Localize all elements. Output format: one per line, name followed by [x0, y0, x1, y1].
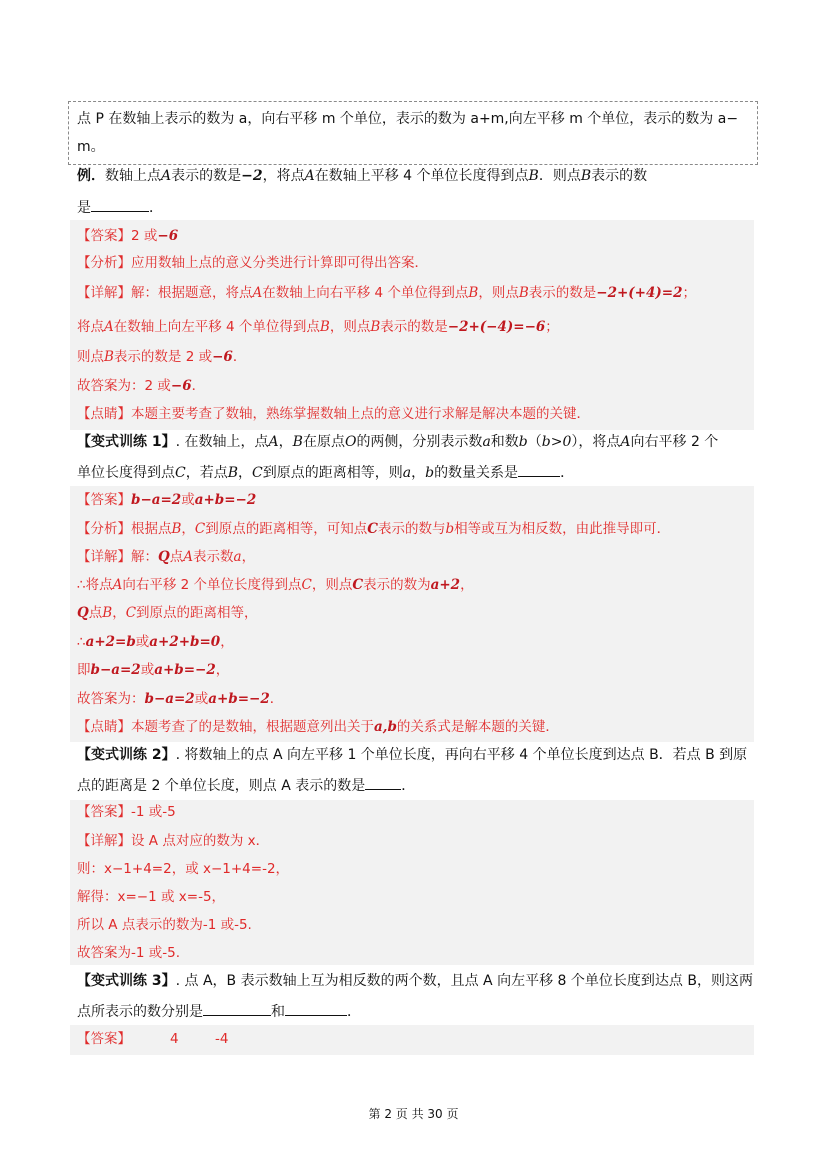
v1-detail-line-1: 【详解】解：Q点A表示数a，: [77, 549, 256, 565]
v2-detail-line-2: 则：x−1+4=2，或 x−1+4=-2，: [77, 861, 290, 877]
answer-blank: [91, 197, 149, 212]
v1-detail-line-2: ∴将点A向右平移 2 个单位长度得到点C，则点C表示的数为a+2，: [77, 577, 474, 593]
example-analysis: 【分析】应用数轴上点的意义分类进行计算即可得出答案．: [77, 255, 428, 271]
example-detail-line-2: 将点A在数轴上向左平移 4 个单位得到点B，则点B表示的数是−2+(−4)=−6；: [77, 319, 559, 335]
v1-detail-line-6: 故答案为：b−a=2或a+b=−2．: [77, 691, 284, 707]
answer-blank: [518, 462, 560, 477]
v2-label: 【变式训练 2】: [77, 747, 176, 763]
intro-line-1: 点 P 在数轴上表示的数为 a，向右平移 m 个单位，表示的数为 a+m,向左平移 m 个单位，表示的数为 a−: [77, 111, 739, 127]
intro-line-2: m。: [77, 139, 105, 155]
v2-detail-line-4: 所以 A 点表示的数为-1 或-5.: [77, 917, 252, 933]
v3-label: 【变式训练 3】: [77, 973, 176, 989]
v3-question-line-1: 【变式训练 3】. 点 A，B 表示数轴上互为相反数的两个数，且点 A 向左平移 8 个单位长度到达点 B，则这两: [77, 973, 753, 989]
answer-blank: [203, 1001, 271, 1016]
example-question-line-1: 例．数轴上点A表示的数是−2，将点A在数轴上平移 4 个单位长度得到点B．则点B表示的数: [77, 168, 648, 184]
v2-question-line-2: 点的距离是 2 个单位长度，则点 A 表示的数是 ．: [77, 775, 415, 795]
page-footer: 第 2 页 共 30 页: [368, 1107, 459, 1121]
v2-answer: 【答案】-1 或-5: [77, 804, 176, 820]
example-label: 例．: [77, 168, 105, 184]
v3-answer: 【答案】: [77, 1031, 131, 1047]
v1-detail-line-3: Q点B，C到原点的距离相等，: [77, 605, 258, 621]
example-detail-line-3: 则点B表示的数是 2 或−6．: [77, 349, 247, 365]
example-detail-line-4: 故答案为：2 或−6．: [77, 378, 206, 394]
v1-detail-line-5: 即b−a=2或a+b=−2，: [77, 662, 230, 678]
example-question-line-2: 是 ．: [77, 197, 163, 217]
v1-answer: 【答案】b−a=2或a+b=−2: [77, 492, 257, 508]
v3-question-line-2: 点所表示的数分别是 和 ．: [77, 1001, 361, 1021]
v2-detail-line-1: 【详解】设 A 点对应的数为 x．: [77, 833, 270, 849]
v1-question-line-2: 单位长度得到点C，若点B，C到原点的距离相等，则a，b的数量关系是 ．: [77, 462, 574, 482]
v1-comment: 【点睛】本题考查了的是数轴，根据题意列出关于a,b的关系式是解本题的关键．: [77, 719, 559, 735]
v2-detail-line-3: 解得：x=−1 或 x=-5，: [77, 889, 226, 905]
example-comment: 【点睛】本题主要考查了数轴，熟练掌握数轴上点的意义进行求解是解决本题的关键．: [77, 406, 590, 422]
v3-answer-value-1: 4: [170, 1031, 179, 1047]
v3-answer-value-2: -4: [215, 1031, 229, 1047]
v1-label: 【变式训练 1】: [77, 434, 176, 450]
v2-detail-line-5: 故答案为-1 或-5.: [77, 945, 181, 961]
answer-blank: [285, 1001, 347, 1016]
v1-question-line-1: 【变式训练 1】. 在数轴上，点A，B在原点O的两侧，分别表示数a和数b（b>0），将点A向右平移 2 个: [77, 434, 719, 450]
v2-solution-block: [70, 800, 754, 965]
example-answer: 【答案】2 或−6: [77, 228, 179, 244]
v1-detail-line-4: ∴a+2=b或a+2+b=0，: [77, 634, 234, 650]
v1-analysis: 【分析】根据点B，C到原点的距离相等，可知点C表示的数与b相等或互为相反数，由此推导即可．: [77, 521, 671, 537]
v2-question-line-1: 【变式训练 2】. 将数轴上的点 A 向左平移 1 个单位长度，再向右平移 4 个单位长度到达点 B．若点 B 到原: [77, 747, 748, 763]
example-detail-line-1: 【详解】解：根据题意，将点A在数轴上向右平移 4 个单位得到点B，则点B表示的数是−2+(+4)=2；: [77, 285, 696, 301]
answer-blank: [365, 775, 401, 790]
